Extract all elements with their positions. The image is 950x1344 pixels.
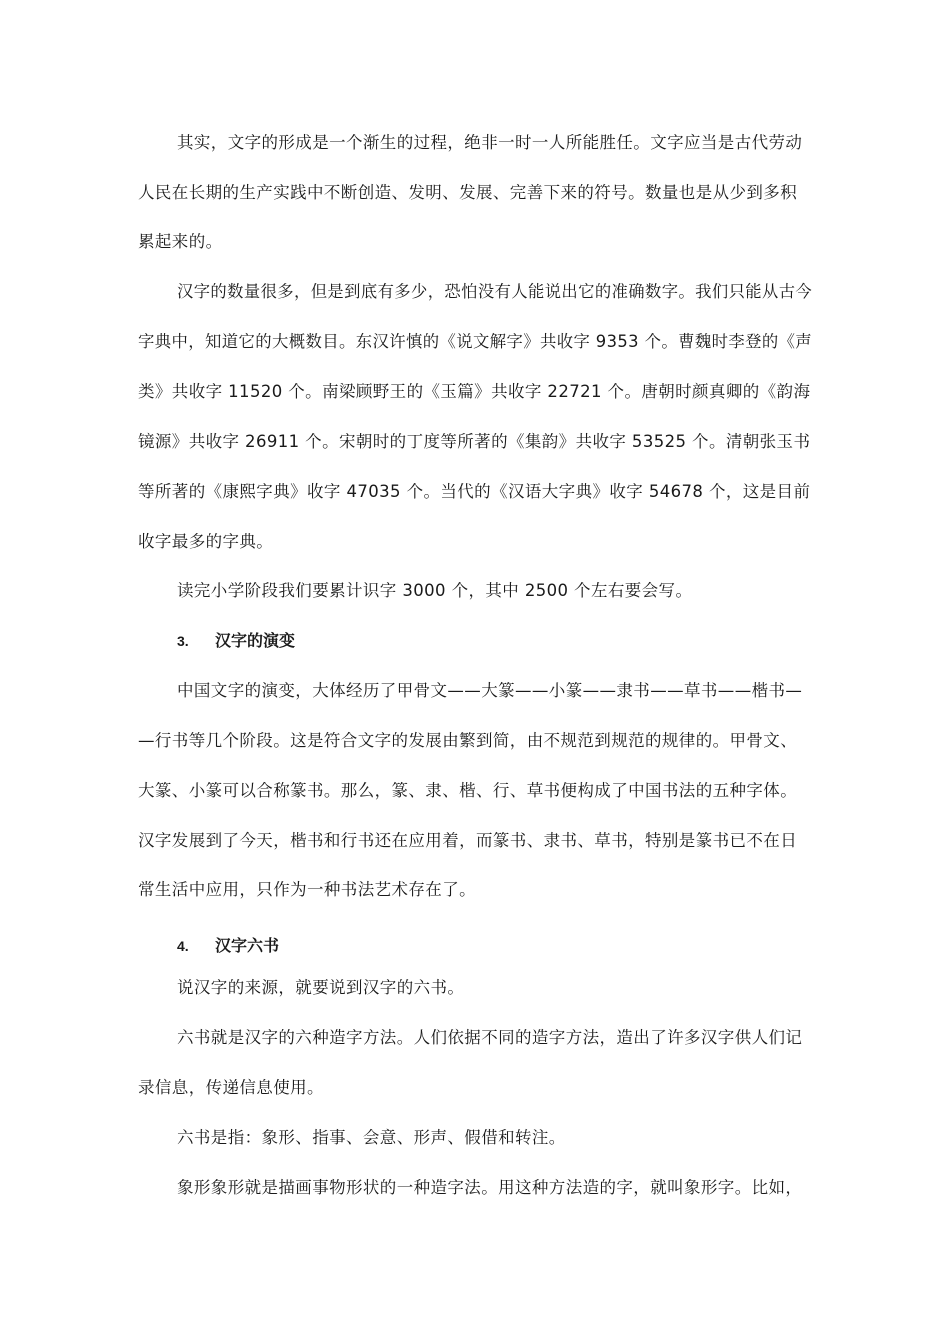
text-line: 人民在长期的生产实践中不断创造、发明、发展、完善下来的符号。数量也是从少到多积	[138, 183, 798, 202]
heading-title: 汉字六书	[215, 936, 280, 955]
heading-number: 4.	[177, 938, 189, 954]
text-line: 六书就是汉字的六种造字方法。人们依据不同的造字方法，造出了许多汉字供人们记	[177, 1028, 803, 1047]
text-line: 大篆、小篆可以合称篆书。那么，篆、隶、楷、行、草书便构成了中国书法的五种字体。	[138, 781, 798, 800]
text-line: 累起来的。	[138, 232, 223, 251]
text-line: 汉字发展到了今天，楷书和行书还在应用着，而篆书、隶书、草书，特别是篆书已不在日	[138, 831, 798, 850]
text-line: 其实，文字的形成是一个渐生的过程，绝非一时一人所能胜任。文字应当是古代劳动	[177, 133, 803, 152]
heading-title: 汉字的演变	[215, 631, 296, 650]
text-line: 六书是指：象形、指事、会意、形声、假借和转注。	[177, 1128, 566, 1147]
text-line: 字典中，知道它的大概数目。东汉许慎的《说文解字》共收字 9353 个。曹魏时李登的《声	[138, 332, 813, 351]
heading-number: 3.	[177, 633, 189, 649]
text-line: 镜源》共收字 26911 个。宋朝时的丁度等所著的《集韵》共收字 53525 个。清朝张玉书	[138, 432, 811, 451]
text-line: 象形象形就是描画事物形状的一种造字法。用这种方法造的字，就叫象形字。比如，	[177, 1178, 803, 1197]
text-line: 汉字的数量很多，但是到底有多少，恐怕没有人能说出它的准确数字。我们只能从古今	[177, 282, 813, 301]
text-line: 类》共收字 11520 个。南梁顾野王的《玉篇》共收字 22721 个。唐朝时颜真卿的《韵海	[138, 382, 811, 401]
text-line: 等所著的《康熙字典》收字 47035 个。当代的《汉语大字典》收字 54678 个，这是目前	[138, 482, 811, 501]
text-line: 中国文字的演变，大体经历了甲骨文——大篆——小篆——隶书——草书——楷书—	[177, 681, 803, 700]
text-line: 录信息，传递信息使用。	[138, 1078, 324, 1097]
text-line: —行书等几个阶段。这是符合文字的发展由繁到简，由不规范到规范的规律的。甲骨文、	[138, 731, 798, 750]
text-line: 常生活中应用，只作为一种书法艺术存在了。	[138, 880, 476, 899]
text-line: 收字最多的字典。	[138, 532, 274, 551]
text-line: 读完小学阶段我们要累计识字 3000 个，其中 2500 个左右要会写。	[177, 581, 693, 600]
text-line: 说汉字的来源，就要说到汉字的六书。	[177, 978, 465, 997]
